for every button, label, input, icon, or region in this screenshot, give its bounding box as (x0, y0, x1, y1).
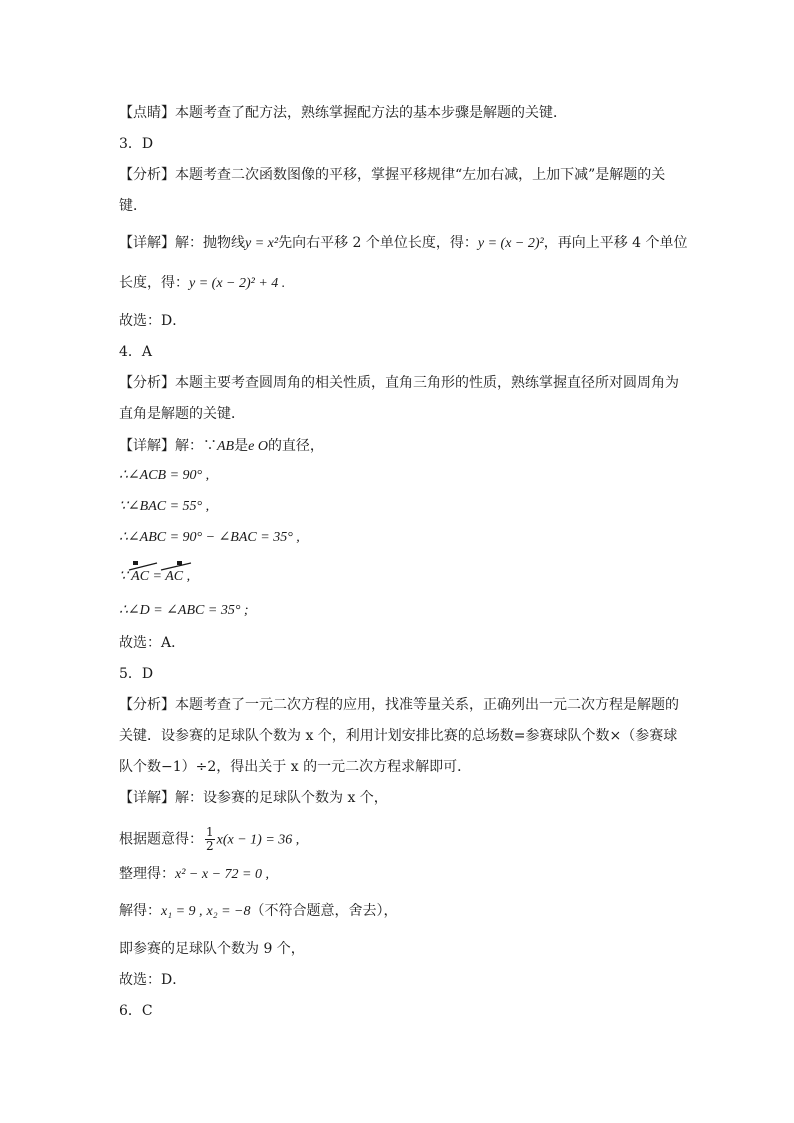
text-line: 队个数−1）÷2，得出关于 x 的一元二次方程求解即可． (119, 759, 472, 775)
text-seg: 整理得： (119, 866, 175, 882)
text-seg: 根据题意得： (119, 831, 203, 848)
text-line: 直角是解题的关键． (119, 406, 245, 422)
text-line: 故选：A． (119, 635, 186, 651)
detail-line (119, 826, 299, 853)
text-seg: ，再向上平移 4 个单位 (543, 235, 688, 251)
fraction-denominator: 2 (206, 839, 214, 853)
text-line: 故选：D． (119, 972, 187, 988)
math-expr: x₂ = −8 (206, 904, 251, 919)
math-line: ∵∠BAC = 55° , (119, 499, 210, 514)
detail-line (119, 273, 285, 294)
answer-number: 3．D (119, 136, 154, 152)
math-line: ∴∠ABC = 90° − ∠BAC = 35° , (119, 530, 300, 545)
text-line: 【分析】本题考查了一元二次方程的应用，找准等量关系，正确列出一元二次方程是解题的 (119, 697, 679, 713)
math-expr: x₁ = 9 , (161, 904, 203, 919)
text-line: 【分析】本题主要考查圆周角的相关性质，直角三角形的性质，熟练掌握直径所对圆周角为 (119, 375, 679, 391)
text-seg: 的直径， (267, 438, 324, 454)
arc-mark-icon (127, 560, 197, 572)
text-seg: 长度，得： (119, 275, 189, 291)
math-line: ∴∠D = ∠ABC = 35° ; (119, 603, 249, 618)
math-expr: e O (248, 439, 268, 454)
detail-line (119, 864, 269, 885)
math-expr: x(x − 1) = 36 , (216, 832, 300, 848)
math-expr: y = x² (245, 236, 279, 251)
answer-number: 5．D (119, 666, 154, 682)
math-expr: AB (217, 439, 235, 454)
answer-number: 4．A (119, 344, 153, 360)
text-seg: （不符合题意，舍去）， (250, 903, 398, 919)
math-expr: y = (x − 2)² (477, 236, 544, 251)
detail-line (119, 233, 688, 254)
text-line: 关键．设参赛的足球队个数为 x 个，利用计划安排比赛的总场数=参赛球队个数×（参赛球 (119, 728, 678, 744)
text-line: 【详解】解：设参赛的足球队个数为 x 个， (119, 790, 388, 806)
math-expr: y = (x − 2)² + 4 . (189, 276, 286, 291)
math-expr: ∵ AC = AC , (119, 569, 191, 584)
fraction (205, 826, 215, 853)
detail-line (119, 436, 324, 457)
text-seg: 先向右平移 2 个单位长度，得： (278, 235, 478, 251)
fraction-numerator: 1 (206, 825, 214, 839)
text-line: 【分析】本题考查二次函数图像的平移，掌握平移规律“左加右减，上加下减”是解题的关 (119, 167, 666, 183)
arc-line (119, 566, 190, 587)
text-line: 【点睛】本题考查了配方法，熟练掌握配方法的基本步骤是解题的关键． (119, 105, 567, 121)
text-seg: 解得： (119, 903, 161, 919)
math-line: ∴∠ACB = 90° , (119, 468, 210, 483)
text-line: 故选：D． (119, 313, 187, 329)
text-line: 键． (119, 198, 147, 214)
math-expr: x² − x − 72 = 0 , (175, 867, 269, 882)
text-seg: 【详解】解：∵ (119, 438, 217, 454)
text-seg: 【详解】解：抛物线 (119, 235, 245, 251)
text-line: 即参赛的足球队个数为 9 个， (119, 941, 305, 957)
text-seg: 是 (234, 438, 249, 454)
answer-number: 6．C (119, 1003, 153, 1019)
detail-line (119, 901, 398, 922)
